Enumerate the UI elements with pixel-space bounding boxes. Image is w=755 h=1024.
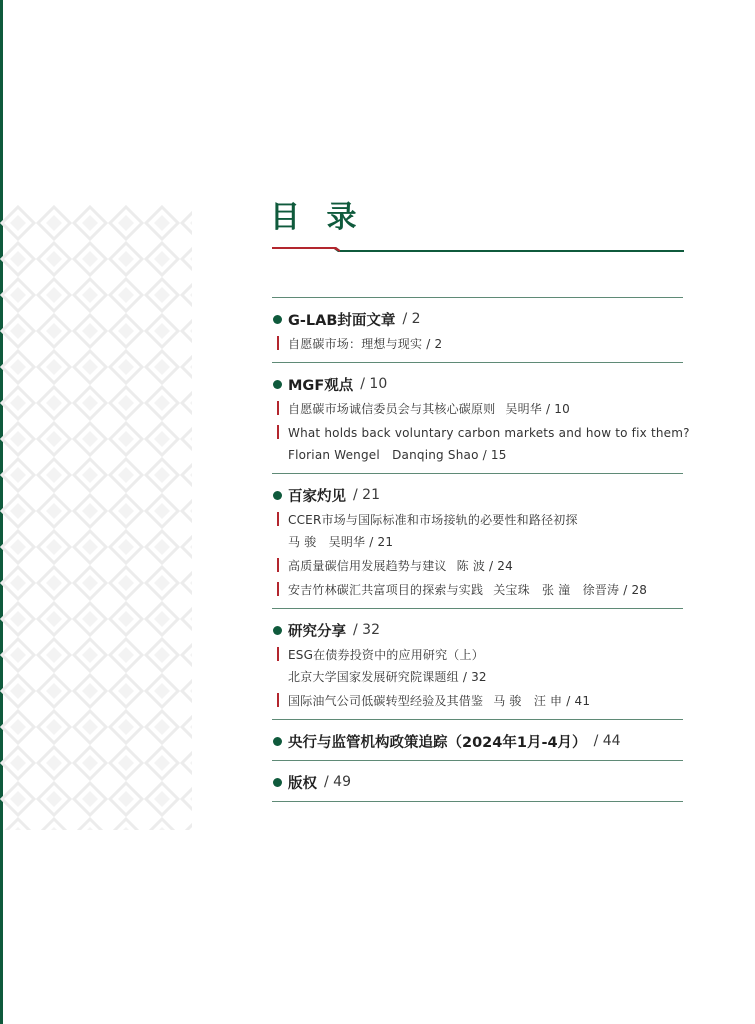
- section-title: 版权: [288, 775, 317, 792]
- toc-section: [272, 362, 690, 473]
- entry-marker-icon: [277, 425, 279, 439]
- section-title: G-LAB封面文章: [288, 312, 396, 329]
- entry-marker-icon: [277, 558, 279, 572]
- toc-section: [272, 719, 683, 760]
- page-title: 目 录: [270, 200, 365, 235]
- entry-marker-icon: [277, 582, 279, 596]
- section-heading[interactable]: [272, 372, 683, 396]
- toc-section: [272, 760, 683, 802]
- entry-text: [288, 333, 442, 355]
- entry-title: ESG在债券投资中的应用研究（上）: [288, 648, 484, 662]
- toc-entry[interactable]: [272, 509, 683, 531]
- entry-title: 高质量碳信用发展趋势与建议: [288, 559, 447, 573]
- section-page: / 2: [402, 311, 421, 327]
- entry-marker-icon: [277, 693, 279, 707]
- section-heading[interactable]: [272, 307, 683, 331]
- entry-marker-icon: [277, 512, 279, 526]
- entry-marker-icon: [277, 336, 279, 350]
- entry-page: / 10: [546, 402, 570, 416]
- entry-title: CCER市场与国际标准和市场接轨的必要性和路径初探: [288, 513, 578, 527]
- bullet-dot-icon: [273, 626, 282, 635]
- section-title: 研究分享: [288, 623, 346, 640]
- section-title: MGF观点: [288, 377, 354, 394]
- entry-text: [288, 644, 484, 666]
- toc-entry[interactable]: [272, 398, 683, 420]
- section-page: / 49: [324, 774, 351, 790]
- bullet-dot-icon: [273, 491, 282, 500]
- section-page: / 32: [353, 622, 380, 638]
- toc-section: [272, 608, 683, 719]
- section-title: 央行与监管机构政策追踪（2024年1月-4月）: [288, 734, 587, 751]
- title-underline: [272, 244, 684, 252]
- entry-marker-icon: [277, 647, 279, 661]
- entry-page: / 2: [426, 337, 443, 351]
- entry-text: [288, 579, 647, 601]
- section-page: / 10: [360, 376, 388, 392]
- entry-text: [288, 398, 570, 420]
- toc-entry[interactable]: [272, 690, 683, 712]
- entry-author: 陈 波: [456, 559, 486, 573]
- toc-entry[interactable]: [272, 333, 683, 355]
- entry-author: 吴明华: [505, 402, 543, 416]
- entry-author: 关宝珠 张 潼 徐晋涛: [493, 583, 620, 597]
- table-of-contents: [272, 297, 690, 802]
- entry-author: 马 骏 汪 申: [493, 694, 563, 708]
- toc-entry[interactable]: [272, 555, 683, 577]
- bullet-dot-icon: [273, 315, 282, 324]
- section-heading[interactable]: [272, 618, 683, 642]
- entry-title: 安吉竹林碳汇共富项目的探索与实践: [288, 583, 484, 597]
- section-heading[interactable]: [272, 729, 683, 753]
- entry-text: [288, 555, 513, 577]
- entry-page: / 24: [489, 559, 513, 573]
- toc-entry[interactable]: [272, 579, 683, 601]
- entry-text: [288, 509, 578, 531]
- section-page: / 44: [593, 733, 621, 749]
- entry-page: / 41: [566, 694, 591, 708]
- entry-text: [288, 422, 690, 444]
- toc-entry[interactable]: [272, 644, 683, 666]
- entry-continuation: 北京大学国家发展研究院课题组 / 32: [288, 670, 487, 684]
- toc-entry[interactable]: [272, 422, 690, 444]
- section-heading[interactable]: [272, 483, 683, 507]
- bullet-dot-icon: [273, 778, 282, 787]
- entry-continuation: Florian Wengel Danqing Shao / 15: [288, 448, 507, 462]
- toc-section: [272, 473, 683, 608]
- bullet-dot-icon: [273, 380, 282, 389]
- entry-text: [288, 690, 590, 712]
- entry-marker-icon: [277, 401, 279, 415]
- section-title: 百家灼见: [288, 488, 346, 505]
- entry-continuation: 马 骏 吴明华 / 21: [288, 535, 394, 549]
- toc-section: [272, 297, 683, 362]
- entry-title: 自愿碳市场诚信委员会与其核心碳原则: [288, 402, 496, 416]
- bullet-dot-icon: [273, 737, 282, 746]
- decorative-pattern: [0, 205, 192, 830]
- entry-title: What holds back voluntary carbon markets and how to fix them?: [288, 426, 690, 440]
- section-page: / 21: [353, 487, 380, 503]
- entry-page: / 28: [623, 583, 648, 597]
- entry-title: 国际油气公司低碳转型经验及其借鉴: [288, 694, 484, 708]
- entry-title: 自愿碳市场：理想与现实: [288, 337, 423, 351]
- section-heading[interactable]: [272, 770, 683, 794]
